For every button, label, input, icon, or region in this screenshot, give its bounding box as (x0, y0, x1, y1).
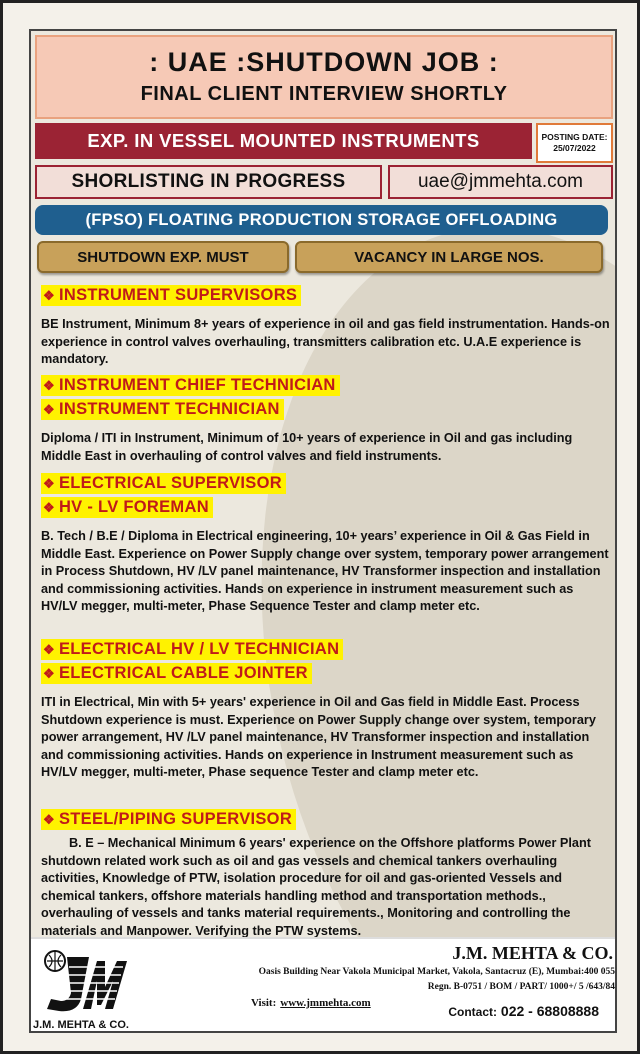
visit-label: Visit: (251, 997, 277, 1009)
job-title: ❖ ELECTRICAL SUPERVISOR (41, 473, 286, 494)
diamond-bullet-icon: ❖ (43, 288, 55, 303)
job-description: BE Instrument, Minimum 8+ years of experience in oil and gas field instrumentation. Hands-on experience in control valves overhauling, transmitters calibration etc. U.A.E experience is mandatory. (41, 317, 610, 366)
job-title: ❖ ELECTRICAL CABLE JOINTER (41, 663, 312, 684)
company-name: J.M. MEHTA & CO. (452, 943, 613, 963)
job-title: ❖ HV - LV FOREMAN (41, 497, 213, 518)
company-footer (31, 937, 617, 1033)
diamond-bullet-icon: ❖ (43, 500, 55, 515)
posting-date-label: POSTING DATE: (541, 132, 608, 142)
header-subtitle: FINAL CLIENT INTERVIEW SHORTLY (140, 83, 508, 105)
experience-banner: EXP. IN VESSEL MOUNTED INSTRUMENTS (35, 123, 532, 159)
poster-frame (29, 29, 617, 1033)
email-box[interactable]: uae@jmmehta.com (388, 165, 613, 199)
diamond-bullet-icon: ❖ (43, 812, 55, 827)
job-title: ❖ ELECTRICAL HV / LV TECHNICIAN (41, 639, 343, 660)
diamond-bullet-icon: ❖ (43, 642, 55, 657)
job-section-steel-piping-supervisor (41, 809, 611, 940)
contact-number[interactable]: 022 - 68808888 (500, 1003, 599, 1019)
diamond-bullet-icon: ❖ (43, 378, 55, 393)
diamond-bullet-icon: ❖ (43, 476, 55, 491)
posting-date-box (536, 123, 613, 163)
contact-line (448, 1003, 599, 1019)
company-address: Oasis Building Near Vakola Municipal Market, Vakola, Santacruz (E), Mumbai:400 055 (258, 967, 615, 977)
header-box (35, 35, 613, 119)
diamond-bullet-icon: ❖ (43, 402, 55, 417)
shortlisting-banner: SHORLISTING IN PROGRESS (35, 165, 382, 199)
job-description: ITI in Electrical, Min with 5+ years' experience in Oil and Gas field in Middle East. Process Shutdown experience is must. Experience on Power Supply change over system, temporary power arrangement, HV /LV panel maintenance, HV Transformer inspection and installation and commissioning activities. Hands on experience in Instrument measurement such as HV/LV megger, multi-meter, Phase sequence Tester and clamp meter etc. (41, 695, 596, 779)
logo-caption: J.M. MEHTA & CO. (33, 1019, 129, 1031)
registration-number: Regn. B-0751 / BOM / PART/ 1000+/ 5 /643/84 (427, 982, 615, 992)
job-title: ❖ STEEL/PIPING SUPERVISOR (41, 809, 296, 830)
job-section-instrument-supervisors (41, 285, 611, 369)
job-title: ❖ INSTRUMENT TECHNICIAN (41, 399, 284, 420)
job-description: B. Tech / B.E / Diploma in Electrical engineering, 10+ years’ experience in Oil & Gas Field in Middle East. Experience on Power Supply change over system, temporary power arrangement in Process Shutdown, HV /LV panel maintenance, HV Transformer inspection and installation and commissioning activities. Hands on experience in instrument measurement such as HV/LV megger, multi-meter, Phase Sequence Tester and clamp meter etc. (41, 529, 609, 613)
contact-label: Contact: (448, 1005, 498, 1019)
job-description: Diploma / ITI in Instrument, Minimum of 10+ years of experience in Oil and gas including Middle East in overhauling of control valves and field instruments. (41, 431, 573, 463)
header-title: : UAE :SHUTDOWN JOB : (149, 47, 499, 77)
job-title: ❖ INSTRUMENT CHIEF TECHNICIAN (41, 375, 340, 396)
posting-date-value: 25/07/2022 (553, 143, 596, 153)
website-line (251, 997, 371, 1009)
job-section-instrument-technicians (41, 375, 611, 465)
job-title: ❖ INSTRUMENT SUPERVISORS (41, 285, 301, 306)
job-section-electrical-supervisor (41, 473, 611, 616)
shutdown-exp-pill: SHUTDOWN EXP. MUST (37, 241, 289, 273)
vacancy-pill: VACANCY IN LARGE NOS. (295, 241, 603, 273)
job-description: B. E – Mechanical Minimum 6 years' experience on the Offshore platforms Power Plant shutdown related work such as oil and gas vessels and chemical tankers overhauling activities, Knowledge of PTW, isolation procedure for oil and gas-oriented Vessels and chemical tankers, offshore materials handling method and transportation methods., overhauling of vessels and tanks material requirements., Monitoring and controlling the materials and Manpower. Verifying the PTW systems. (41, 836, 591, 938)
job-section-electrical-technician (41, 639, 611, 782)
fpso-banner: (FPSO) FLOATING PRODUCTION STORAGE OFFLOADING (35, 205, 608, 235)
website-link[interactable]: www.jmmehta.com (280, 997, 371, 1009)
jm-logo-icon (39, 947, 129, 1017)
diamond-bullet-icon: ❖ (43, 666, 55, 681)
